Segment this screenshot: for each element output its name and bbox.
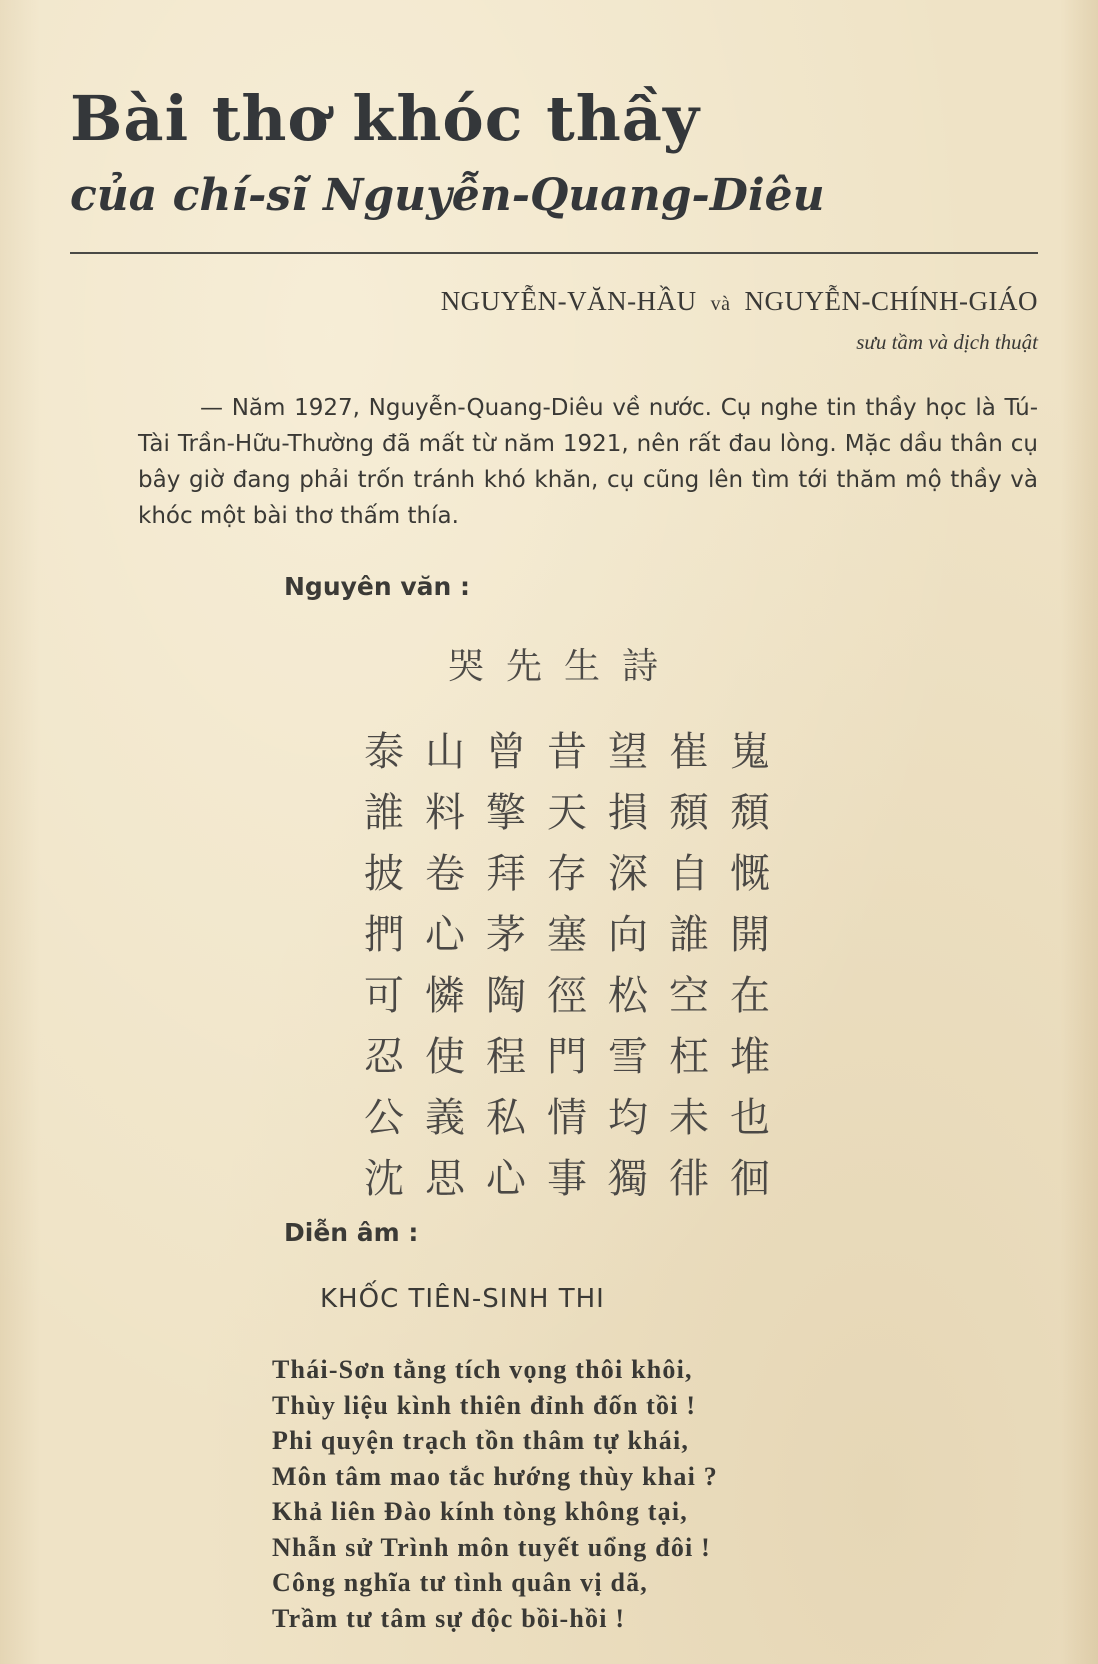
author-conjunction: và [710, 293, 731, 315]
chinese-poem-line: 誰料擎天損頹頹 [364, 790, 791, 836]
chinese-poem-title: 哭先生詩 [448, 646, 681, 687]
chinese-poem-line: 披卷拜存深自慨 [364, 851, 791, 897]
intro-paragraph: — Năm 1927, Nguyễn-Quang-Diêu về nước. Cụ nghe tin thầy học là Tú-Tài Trần-Hữu-Thường đã mất từ năm 1921, nên rất đau lòng. Mặc dầu thân cụ bây giờ đang phải trốn tránh khó khăn, cụ cũng lên tìm tới thăm mộ thầy và khóc một bài thơ thấm thía. [138, 395, 1038, 529]
poem-line: Trầm tư tâm sự độc bồi-hồi ! [272, 1603, 626, 1633]
poem-line: Nhẫn sử Trình môn tuyết uổng đôi ! [272, 1532, 712, 1562]
chinese-poem-line: 捫心茅塞向誰開 [364, 912, 791, 958]
original-text-label: Nguyên văn : [284, 572, 471, 601]
poem-line: Thùy liệu kình thiên đỉnh đốn tồi ! [272, 1390, 697, 1420]
transcription-label: Diễn âm : [284, 1218, 419, 1247]
article-subtitle: của chí-sĩ Nguyễn-Quang-Diêu [70, 170, 825, 221]
article-title: Bài thơ khóc thầy [70, 82, 701, 155]
poem-line: Khả liên Đào kính tòng không tại, [272, 1497, 688, 1526]
poem-line: Thái-Sơn tằng tích vọng thôi khôi, [272, 1355, 693, 1384]
chinese-poem-line: 公義私情均未也 [364, 1095, 791, 1141]
title-divider [70, 252, 1038, 254]
poem-line: Công nghĩa tư tình quân vị dã, [272, 1568, 649, 1597]
author-name-1: NGUYỄN-VĂN-HẦU [440, 286, 697, 316]
chinese-poem [364, 722, 791, 1210]
chinese-poem-line: 忍使程門雪枉堆 [364, 1034, 791, 1080]
author-line [441, 286, 1038, 317]
chinese-poem-line: 泰山曾昔望崔嵬 [364, 729, 791, 775]
transcription-poem [272, 1352, 718, 1636]
poem-line: Phi quyện trạch tồn thâm tự khái, [272, 1426, 690, 1455]
author-note: sưu tầm và dịch thuật [856, 330, 1038, 354]
chinese-poem-line: 可憐陶徑松空在 [364, 973, 791, 1019]
chinese-poem-line: 沈思心事獨徘徊 [364, 1156, 791, 1202]
transcription-title: KHỐC TIÊN-SINH THI [320, 1284, 605, 1314]
poem-line: Môn tâm mao tắc hướng thùy khai ? [272, 1461, 718, 1491]
author-name-2: NGUYỄN-CHÍNH-GIÁO [744, 286, 1038, 316]
